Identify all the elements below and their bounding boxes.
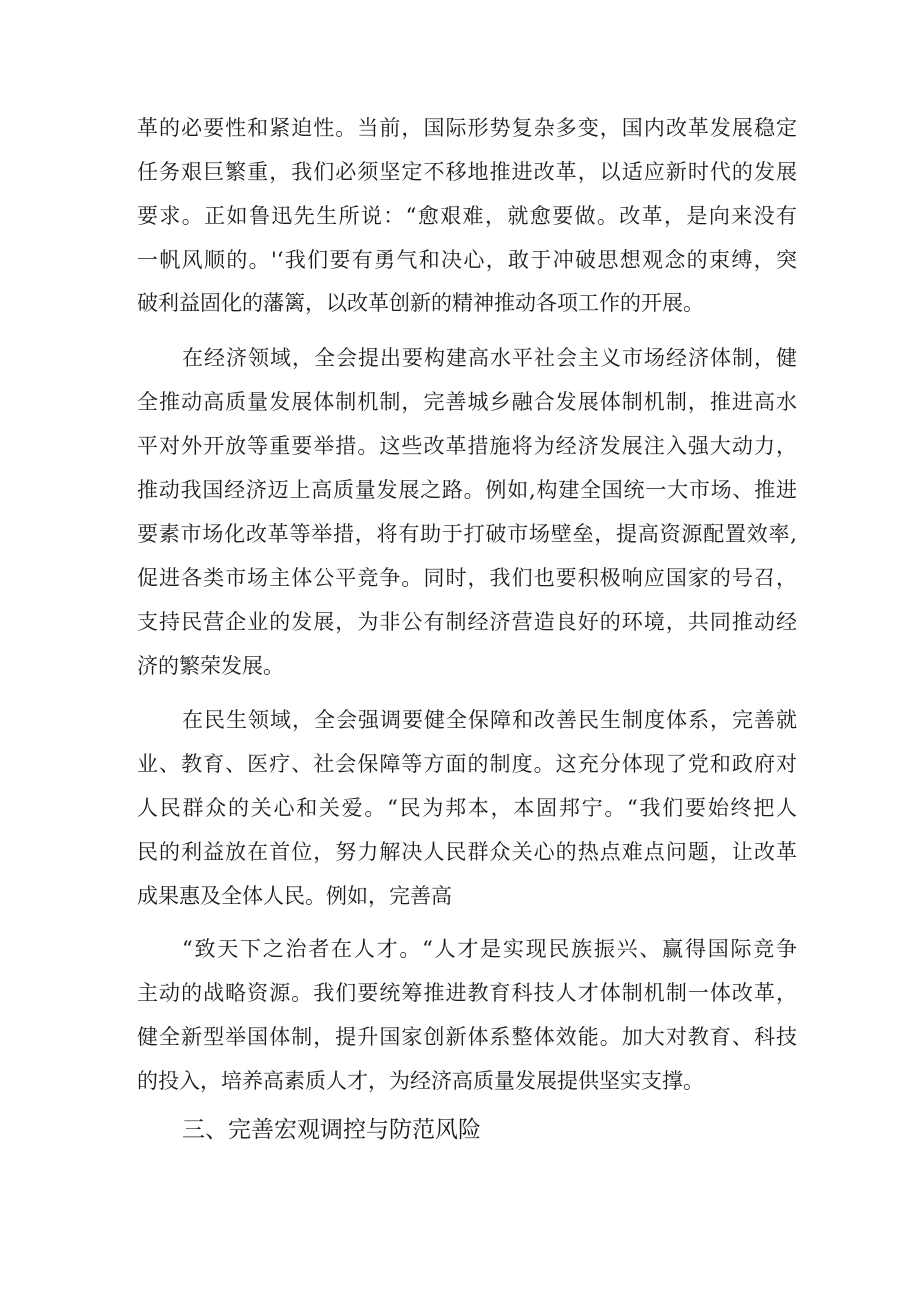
paragraph-3-line-3: 人民群众的关心和关爱。“民为邦本，本固邦宁。“我们要始终把人 [137, 796, 797, 820]
paragraph-1-line-2: 任务艰巨繁重，我们必须坚定不移地推进改革，以适应新时代的发展 [137, 160, 797, 184]
paragraph-3-line-2: 业、教育、医疗、社会保障等方面的制度。这充分体现了党和政府对 [137, 752, 797, 776]
paragraph-2-line-5: 要素市场化改革等举措，将有助于打破市场壁垒，提高资源配置效率, [137, 522, 797, 546]
paragraph-1-line-5: 破利益固化的藩篱，以改革创新的精神推动各项工作的开展。 [137, 291, 704, 315]
paragraph-2-line-1: 在经济领域，全会提出要构建高水平社会主义市场经济体制，健 [182, 346, 797, 370]
paragraph-2-line-6: 促进各类市场主体公平竞争。同时，我们也要积极响应国家的号召， [137, 566, 797, 590]
paragraph-4-line-3: 健全新型举国体制，提升国家创新体系整体效能。加大对教育、科技 [137, 1025, 797, 1049]
paragraph-4-line-2: 主动的战略资源。我们要统筹推进教育科技人才体制机制一体改革， [137, 981, 797, 1005]
paragraph-3-line-5: 成果惠及全体人民。例如，完善高 [137, 884, 452, 908]
paragraph-2-line-4: 推动我国经济迈上高质量发展之路。例如,构建全国统一大市场、推进 [137, 478, 797, 502]
paragraph-3-line-4: 民的利益放在首位，努力解决人民群众关心的热点难点问题，让改革 [137, 840, 797, 864]
paragraph-2-line-7: 支持民营企业的发展，为非公有制经济营造良好的环境，共同推动经 [137, 610, 797, 634]
paragraph-2-line-2: 全推动高质量发展体制机制，完善城乡融合发展体制机制，推进高水 [137, 390, 797, 414]
paragraph-1-line-1: 革的必要性和紧迫性。当前，国际形势复杂多变，国内改革发展稳定 [137, 116, 797, 140]
paragraph-3-line-1: 在民生领域，全会强调要健全保障和改善民生制度体系，完善就 [182, 708, 797, 732]
paragraph-4-line-1: “致天下之治者在人才。“人才是实现民族振兴、赢得国际竞争 [182, 937, 797, 961]
paragraph-4-line-4: 的投入，培养高素质人才，为经济高质量发展提供坚实支撑。 [137, 1069, 704, 1093]
paragraph-2-line-8: 济的繁荣发展。 [137, 654, 284, 678]
paragraph-1-line-4: 一帆风顺的。'‘我们要有勇气和决心，敢于冲破思想观念的束缚，突 [137, 248, 797, 272]
paragraph-2-line-3: 平对外开放等重要举措。这些改革措施将为经济发展注入强大动力， [137, 434, 797, 458]
section-heading: 三、完善宏观调控与防范风险 [182, 1117, 481, 1143]
paragraph-1-line-3: 要求。正如鲁迅先生所说：“愈艰难，就愈要做。改革，是向来没有 [137, 204, 797, 228]
